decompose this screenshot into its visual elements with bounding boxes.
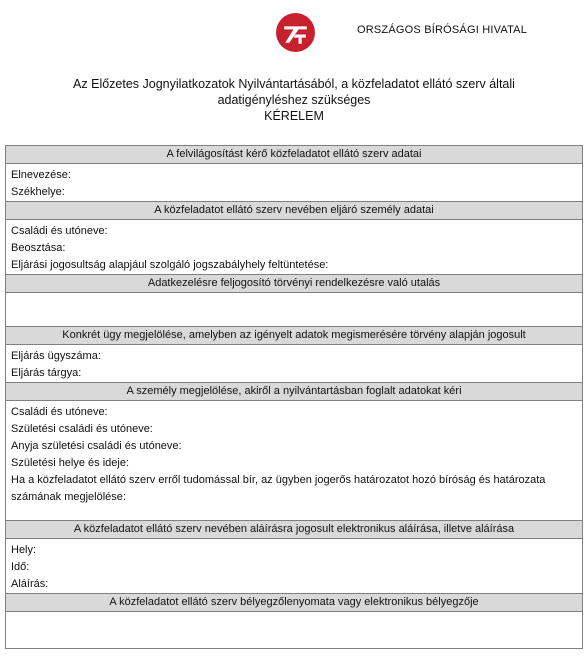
field-case-number[interactable]: Eljárás ügyszáma: [11, 350, 101, 362]
field-seat[interactable]: Székhelye: [11, 186, 65, 198]
section-heading-requester: A felvilágosítást kérő közfeladatot ellátó szerv adatai [6, 146, 583, 164]
section-heading-stamp: A közfeladatot ellátó szerv bélyegzőlenyomata vagy elektronikus bélyegzője [6, 594, 583, 612]
section-body-case [6, 345, 583, 383]
field-position[interactable]: Beosztása: [11, 242, 66, 254]
section-body-person [6, 401, 583, 521]
section-heading-agent: A közfeladatot ellátó szerv nevében eljáró személy adatai [6, 202, 583, 220]
field-place[interactable]: Hely: [11, 544, 37, 556]
field-person-name[interactable]: Családi és utóneve: [11, 406, 108, 418]
document-title [0, 76, 588, 124]
section-heading-signature: A közfeladatot ellátó szerv nevében aláírásra jogosult elektronikus aláírása, illetve aláírása [6, 521, 583, 539]
title-line-2: adatigényléshez szükséges [217, 93, 371, 107]
obh-logo-icon [275, 12, 316, 53]
title-line-3: KÉRELEM [264, 109, 324, 123]
section-heading-legal-reference: Adatkezelésre feljogosító törvényi rendelkezésre való utalás [6, 275, 583, 293]
field-birth-place-date[interactable]: Születési helye és ideje: [11, 457, 130, 469]
field-time[interactable]: Idő: [11, 561, 30, 573]
field-court-decision[interactable]: Ha a közfeladatot ellátó szerv erről tudomással bír, az ügyben jogerős határozatot hozó bíróság és határozata számának megjelölése: [11, 474, 546, 503]
field-signature[interactable]: Aláírás: [11, 578, 49, 590]
field-case-subject[interactable]: Eljárás tárgya: [11, 367, 82, 379]
field-mother-name[interactable]: Anyja születési családi és utóneve: [11, 440, 182, 452]
page-header [0, 0, 588, 70]
section-body-requester [6, 164, 583, 202]
section-body-legal-reference[interactable] [6, 293, 583, 327]
field-agent-name[interactable]: Családi és utóneve: [11, 225, 108, 237]
organization-name: ORSZÁGOS BÍRÓSÁGI HIVATAL [357, 24, 528, 36]
field-birth-name[interactable]: Születési családi és utóneve: [11, 423, 153, 435]
section-heading-case: Konkrét ügy megjelölése, amelyben az igényelt adatok megismerésére törvény alapján jogosult [6, 327, 583, 345]
section-heading-person: A személy megjelölése, akiről a nyilvántartásban foglalt adatokat kéri [6, 383, 583, 401]
section-body-agent [6, 220, 583, 275]
section-body-stamp[interactable] [6, 612, 583, 649]
section-body-signature [6, 539, 583, 594]
field-name[interactable]: Elnevezése: [11, 169, 71, 181]
request-form [5, 145, 583, 649]
field-legal-basis[interactable]: Eljárási jogosultság alapjául szolgáló jogszabályhely feltüntetése: [11, 259, 329, 271]
title-line-1: Az Előzetes Jognyilatkozatok Nyilvántartásából, a közfeladatot ellátó szerv általi [73, 77, 515, 91]
